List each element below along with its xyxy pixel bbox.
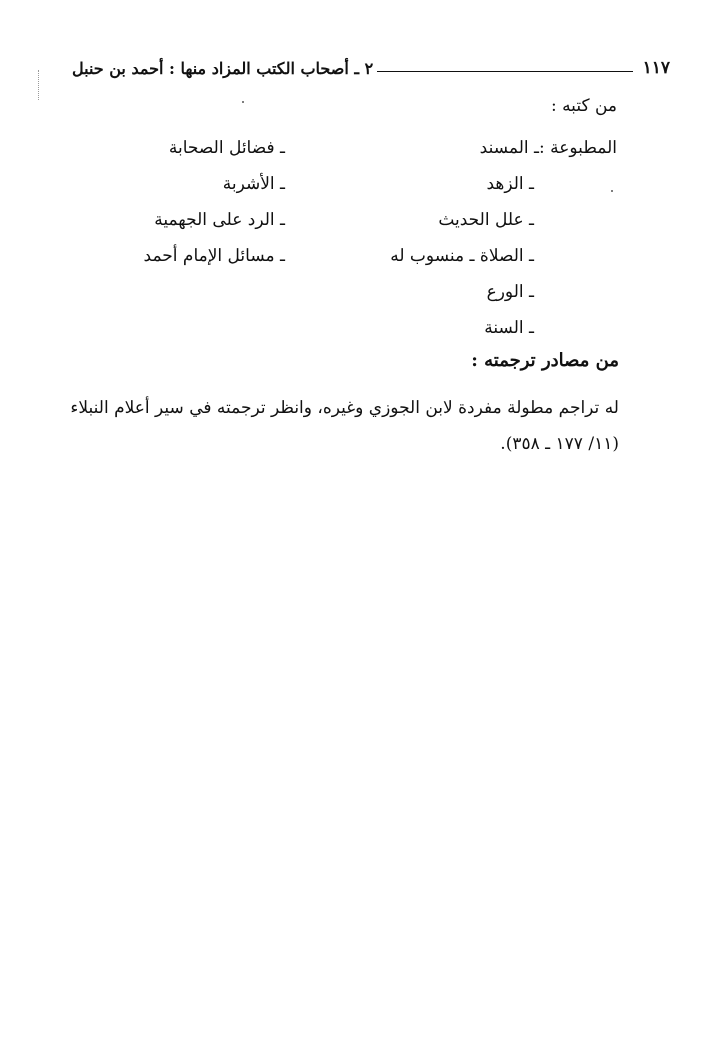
book-title: ـ الزهد (486, 174, 534, 194)
list-item (390, 244, 617, 280)
book-title: ـ الرد على الجهمية (154, 210, 285, 230)
book-title: ـ مسائل الإمام أحمد (143, 246, 285, 266)
sources-heading: من مصادر ترجمته : (471, 350, 619, 371)
running-title: ٢ ـ أصحاب الكتب المزاد منها : أحمد بن حنبل (72, 59, 374, 78)
scan-speck (611, 190, 613, 192)
list-item (390, 280, 617, 316)
page-number: ١١٧ (642, 58, 670, 78)
book-title: ـ المسند (479, 138, 540, 158)
list-item (144, 244, 285, 280)
list-item (144, 208, 285, 244)
book-title: ـ فضائل الصحابة (168, 138, 285, 158)
paragraph-line: (١١/ ١٧٧ ـ ٣٥٨). (500, 434, 619, 454)
printed-label: المطبوعة : (539, 138, 617, 158)
list-item (144, 136, 285, 172)
page-header (72, 50, 670, 78)
book-title: ـ الصلاة ـ منسوب له (390, 246, 534, 266)
book-title: ـ السنة (484, 318, 534, 338)
books-column-left (144, 136, 285, 280)
scan-speck (242, 101, 244, 103)
book-title: ـ الأشربة (222, 174, 285, 194)
list-item (144, 172, 285, 208)
books-heading: من كتبه : (550, 96, 617, 116)
books-column-right (390, 136, 617, 352)
book-title: ـ الورع (486, 282, 534, 302)
list-item (390, 172, 617, 208)
list-item (390, 136, 617, 172)
list-item (390, 208, 617, 244)
header-rule (377, 71, 632, 72)
list-item (390, 316, 617, 352)
sources-paragraph (70, 390, 619, 462)
margin-mark (38, 70, 41, 100)
paragraph-line: له تراجم مطولة مفردة لابن الجوزي وغيره، وانظر ترجمته في سير أعلام النبلاء (70, 398, 619, 418)
book-title: ـ علل الحديث (438, 210, 534, 230)
